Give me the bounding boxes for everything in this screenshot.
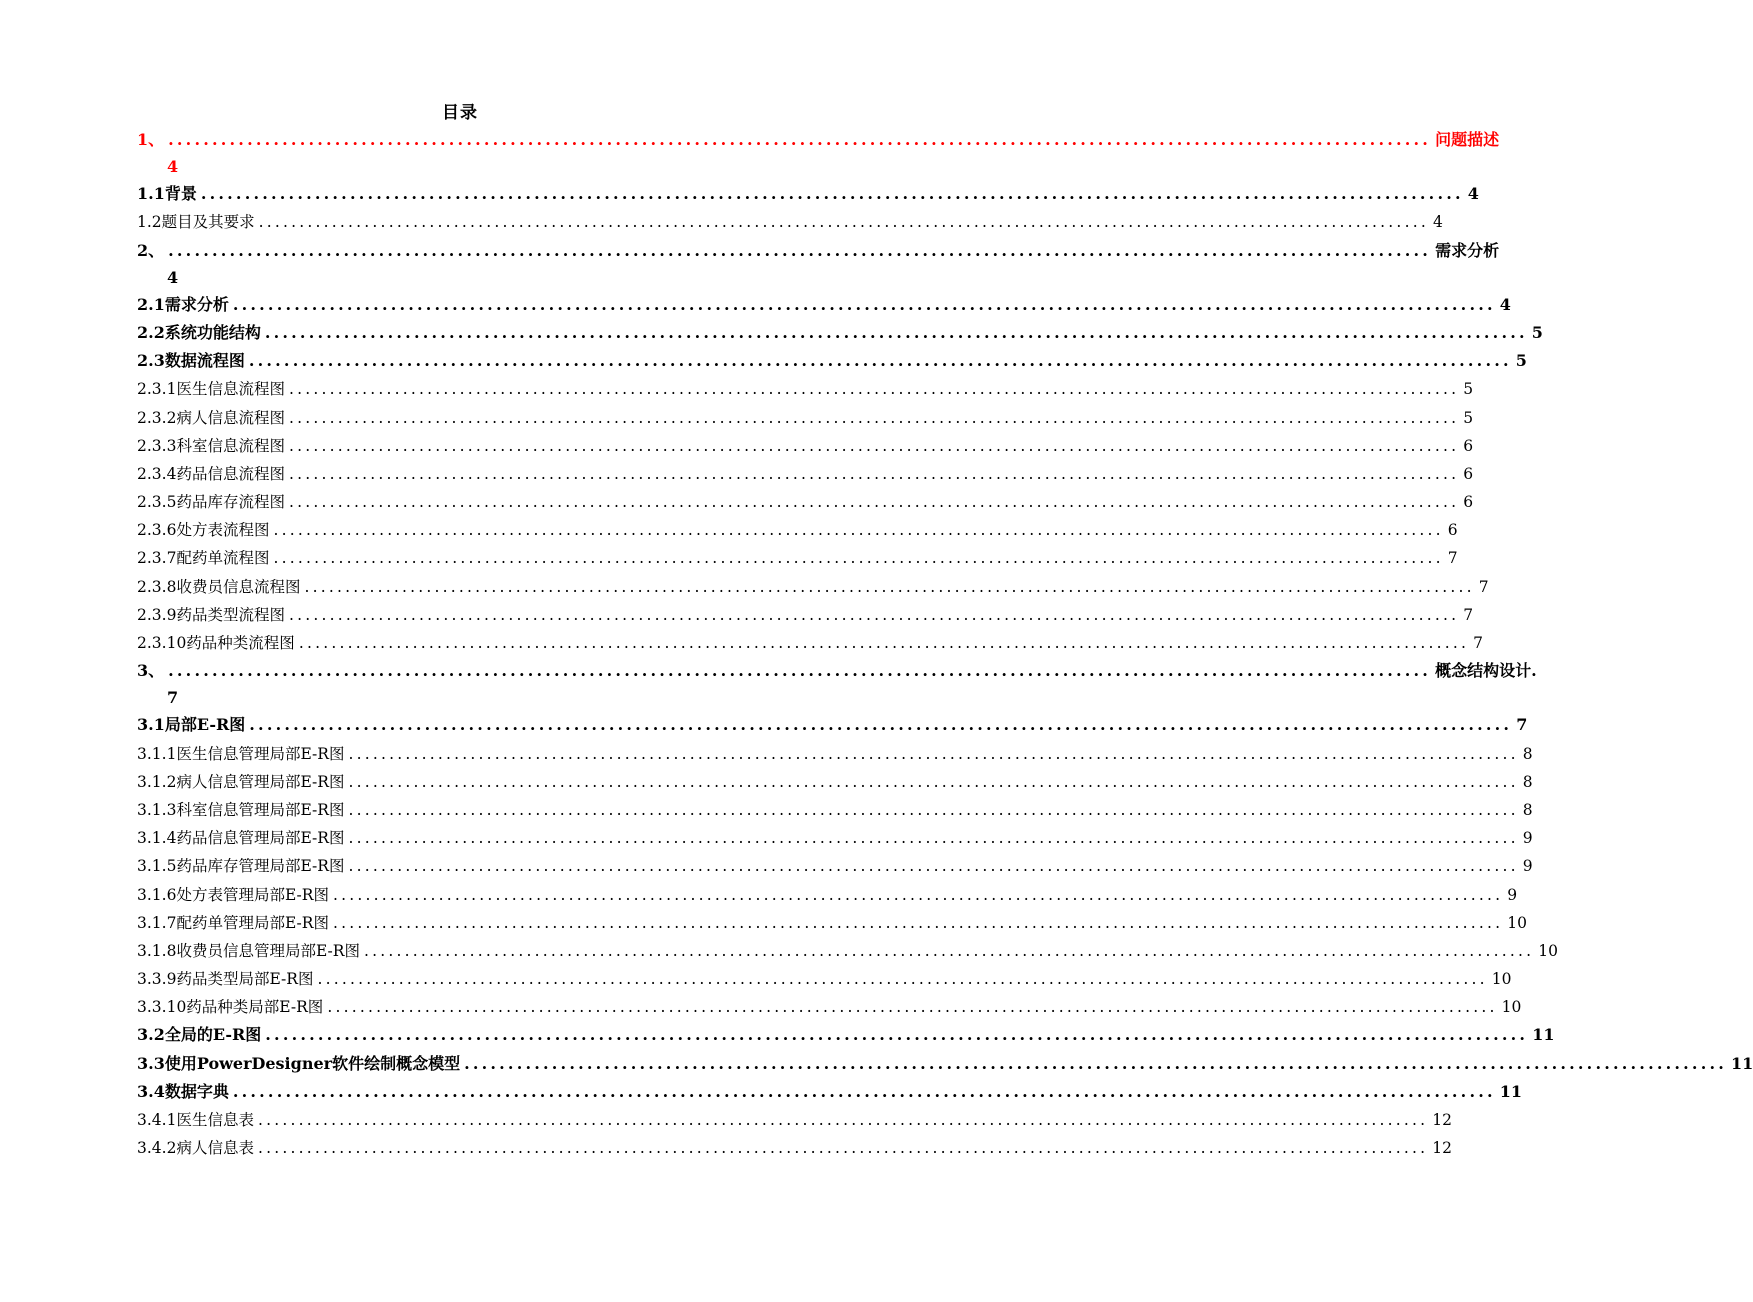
toc-entry-label: 1.1背景 xyxy=(137,184,197,204)
toc-entry-label: 2.3.7配药单流程图 xyxy=(137,549,270,568)
dot-leader: ................................................................................................................................................ xyxy=(288,436,1460,455)
toc-entry-page: 10 xyxy=(1538,941,1558,960)
toc-entry[interactable] xyxy=(137,601,1474,629)
toc-entry-page: 5 xyxy=(1531,322,1543,342)
dot-leader: ................................................................................................................................................ xyxy=(257,1139,1429,1158)
toc-entry-page: 9 xyxy=(1507,885,1518,904)
toc-entry-page: 6 xyxy=(1463,464,1474,483)
dot-leader: ................................................................................................................................................ xyxy=(264,322,1528,342)
dot-leader: ................................................................................................................................................ xyxy=(288,464,1460,483)
toc-entry-page: 8 xyxy=(1522,772,1533,791)
toc-entry-label: 2.3.3科室信息流程图 xyxy=(137,436,285,455)
dot-leader: ................................................................................................................................................ xyxy=(332,885,1504,904)
toc-entry-page: 7 xyxy=(167,688,179,708)
toc-entry[interactable] xyxy=(137,460,1474,488)
toc-entry[interactable] xyxy=(137,488,1474,516)
toc-entry-label: 3.1.4药品信息管理局部E-R图 xyxy=(137,829,345,848)
toc-entry-page: 4 xyxy=(167,157,179,177)
toc-entry-label: 2.3.8收费员信息流程图 xyxy=(137,577,301,596)
dot-leader: ................................................................................................................................................ xyxy=(348,800,1519,819)
dot-leader: ................................................................................................................................................ xyxy=(304,577,1475,596)
toc-entry[interactable] xyxy=(137,375,1474,403)
toc-entry-page: 10 xyxy=(1501,998,1522,1017)
toc-entry[interactable] xyxy=(137,1021,1555,1049)
toc-entry[interactable] xyxy=(137,319,1543,347)
toc-entry-label: 3.3.9药品类型局部E-R图 xyxy=(137,970,314,989)
toc-entry[interactable] xyxy=(137,796,1533,824)
toc-entry-label: 2.3.4药品信息流程图 xyxy=(137,464,285,483)
dot-leader: ................................................................................................................................................ xyxy=(248,351,1512,371)
toc-entry-page: 7 xyxy=(1516,715,1528,735)
toc-entry-page: 5 xyxy=(1515,351,1527,371)
dot-leader: ................................................................................................................................................ xyxy=(168,240,1432,260)
toc-entry-page: 7 xyxy=(1473,634,1483,652)
toc-entry-page: 4 xyxy=(1467,184,1479,204)
toc-entry-label: 2.1需求分析 xyxy=(137,294,229,314)
toc-entry-heading: 概念结构设计. xyxy=(1435,661,1537,681)
toc-entry-label: 2.3.9药品类型流程图 xyxy=(137,605,285,624)
toc-entry[interactable] xyxy=(137,1078,1523,1106)
dot-leader: ................................................................................................................................................ xyxy=(168,130,1432,149)
toc-entry-page: 4 xyxy=(1499,294,1511,314)
toc-entry-page: 12 xyxy=(1432,1139,1452,1158)
toc-entry-label: 2、 xyxy=(137,240,165,260)
dot-leader: ................................................................................................................................................ xyxy=(298,634,1470,652)
toc-entry-label: 3.2全局的E-R图 xyxy=(137,1025,262,1045)
toc-entry-page: 7 xyxy=(1463,605,1474,624)
toc-entry-label: 3.4数据字典 xyxy=(137,1081,229,1101)
toc-entry-label: 3.1.8收费员信息管理局部E-R图 xyxy=(137,941,360,960)
toc-entry-page: 6 xyxy=(1463,493,1474,512)
dot-leader: ................................................................................................................................................ xyxy=(168,661,1432,681)
toc-entry-label: 1、 xyxy=(137,130,165,149)
toc-entry-label: 3.3使用PowerDesigner软件绘制概念模型 xyxy=(137,1053,461,1073)
toc-entry[interactable] xyxy=(137,180,1479,208)
toc-entry[interactable] xyxy=(137,544,1458,572)
toc-entry-page: 8 xyxy=(1522,800,1533,819)
toc-entry-heading: 问题描述 xyxy=(1435,130,1500,149)
toc-entry-label: 3、 xyxy=(137,661,165,681)
toc-entry-label: 3.1局部E-R图 xyxy=(137,715,246,735)
toc-entry[interactable] xyxy=(137,347,1527,375)
toc-entry-label: 3.1.6处方表管理局部E-R图 xyxy=(137,885,329,904)
dot-leader: ................................................................................................................................................ xyxy=(288,408,1460,427)
toc-entry[interactable] xyxy=(137,573,1489,601)
dot-leader: ................................................................................................................................................ xyxy=(348,829,1519,848)
toc-entry-label: 2.3.10药品种类流程图 xyxy=(137,634,295,652)
toc-entry[interactable] xyxy=(137,208,1443,236)
toc-entry-page: 11 xyxy=(1499,1081,1523,1101)
toc-entry[interactable] xyxy=(137,881,1518,909)
dot-leader: ................................................................................................................................................ xyxy=(317,970,1488,989)
toc-entry-label: 2.3.2病人信息流程图 xyxy=(137,408,285,427)
dot-leader: ................................................................................................................................................ xyxy=(288,380,1460,399)
toc-entry-label: 2.3.1医生信息流程图 xyxy=(137,380,285,399)
toc-entry-page: 10 xyxy=(1491,970,1512,989)
toc-entry-page: 9 xyxy=(1522,857,1533,876)
toc-entry-label: 3.4.2病人信息表 xyxy=(137,1139,254,1158)
dot-leader: ................................................................................................................................................ xyxy=(265,1025,1529,1045)
toc-entry[interactable] xyxy=(137,740,1533,768)
toc-entry-page: 10 xyxy=(1507,913,1527,932)
dot-leader: ................................................................................................................................................ xyxy=(288,605,1460,624)
toc-entry-label: 2.3数据流程图 xyxy=(137,351,245,371)
dot-leader: ................................................................................................................................................ xyxy=(348,772,1519,791)
toc-entry-label: 2.3.5药品库存流程图 xyxy=(137,493,285,512)
toc-entry-page: 11 xyxy=(1731,1053,1753,1073)
toc-entry[interactable] xyxy=(137,1106,1452,1134)
toc-entry[interactable] xyxy=(137,291,1511,319)
toc-entry-label: 3.1.3科室信息管理局部E-R图 xyxy=(137,800,345,819)
toc-entry[interactable] xyxy=(137,852,1533,880)
dot-leader: ................................................................................................................................................ xyxy=(258,213,1429,232)
toc-entry-page: 6 xyxy=(1447,521,1458,540)
dot-leader: ................................................................................................................................................ xyxy=(288,493,1460,512)
table-of-contents xyxy=(137,126,1753,1162)
toc-entry-label: 2.3.6处方表流程图 xyxy=(137,521,270,540)
toc-entry[interactable] xyxy=(137,516,1458,544)
toc-entry-page: 11 xyxy=(1532,1025,1555,1045)
toc-entry-page: 7 xyxy=(1478,577,1489,596)
dot-leader: ................................................................................................................................................ xyxy=(232,294,1496,314)
dot-leader: ................................................................................................................................................ xyxy=(257,1111,1429,1129)
toc-entry-chapter-2[interactable] xyxy=(137,237,1500,291)
toc-entry-page: 9 xyxy=(1522,829,1533,848)
toc-entry-label: 3.3.10药品种类局部E-R图 xyxy=(137,998,324,1017)
dot-leader: ................................................................................................................................................ xyxy=(249,715,1513,735)
dot-leader: ................................................................................................................................................ xyxy=(327,998,1498,1017)
toc-entry-page: 7 xyxy=(1447,549,1458,568)
dot-leader: ................................................................................................................................................ xyxy=(332,913,1504,932)
toc-entry[interactable] xyxy=(137,965,1512,993)
toc-entry[interactable] xyxy=(137,824,1533,852)
toc-entry[interactable] xyxy=(137,1134,1452,1162)
toc-entry-page: 4 xyxy=(167,267,179,287)
toc-entry-label: 3.1.7配药单管理局部E-R图 xyxy=(137,913,329,932)
dot-leader: ................................................................................................................................................ xyxy=(200,184,1464,204)
toc-entry-page: 6 xyxy=(1463,436,1474,455)
dot-leader: ................................................................................................................................................ xyxy=(273,549,1444,568)
toc-entry-chapter-1[interactable] xyxy=(137,126,1500,180)
toc-entry-label: 3.1.5药品库存管理局部E-R图 xyxy=(137,857,345,876)
toc-entry[interactable] xyxy=(137,629,1483,657)
dot-leader: ................................................................................................................................................ xyxy=(363,941,1535,960)
toc-entry-label: 1.2题目及其要求 xyxy=(137,213,255,232)
toc-title: 目录 xyxy=(442,103,478,123)
toc-entry-chapter-3[interactable] xyxy=(137,657,1537,711)
dot-leader: ................................................................................................................................................ xyxy=(348,857,1519,876)
dot-leader: ................................................................................................................................................ xyxy=(232,1081,1496,1101)
toc-entry-label: 3.1.2病人信息管理局部E-R图 xyxy=(137,772,345,791)
toc-entry[interactable] xyxy=(137,1050,1753,1078)
toc-entry-page: 8 xyxy=(1522,744,1533,763)
toc-entry-page: 12 xyxy=(1432,1111,1452,1129)
toc-entry-page: 5 xyxy=(1463,408,1474,427)
toc-entry-label: 2.2系统功能结构 xyxy=(137,322,261,342)
toc-entry[interactable] xyxy=(137,937,1558,965)
toc-entry[interactable] xyxy=(137,711,1528,739)
toc-entry-page: 5 xyxy=(1463,380,1474,399)
dot-leader: ................................................................................................................................................ xyxy=(273,521,1444,540)
toc-entry[interactable] xyxy=(137,432,1474,460)
toc-entry[interactable] xyxy=(137,768,1533,796)
dot-leader: ................................................................................................................................................ xyxy=(348,744,1519,763)
toc-entry-heading: 需求分析 xyxy=(1435,240,1500,260)
toc-entry[interactable] xyxy=(137,404,1474,432)
toc-entry[interactable] xyxy=(137,909,1527,937)
toc-entry-label: 3.1.1医生信息管理局部E-R图 xyxy=(137,744,345,763)
toc-entry-label: 3.4.1医生信息表 xyxy=(137,1111,254,1129)
dot-leader: ................................................................................................................................................ xyxy=(464,1053,1728,1073)
toc-entry[interactable] xyxy=(137,993,1522,1021)
toc-entry-page: 4 xyxy=(1432,213,1443,232)
